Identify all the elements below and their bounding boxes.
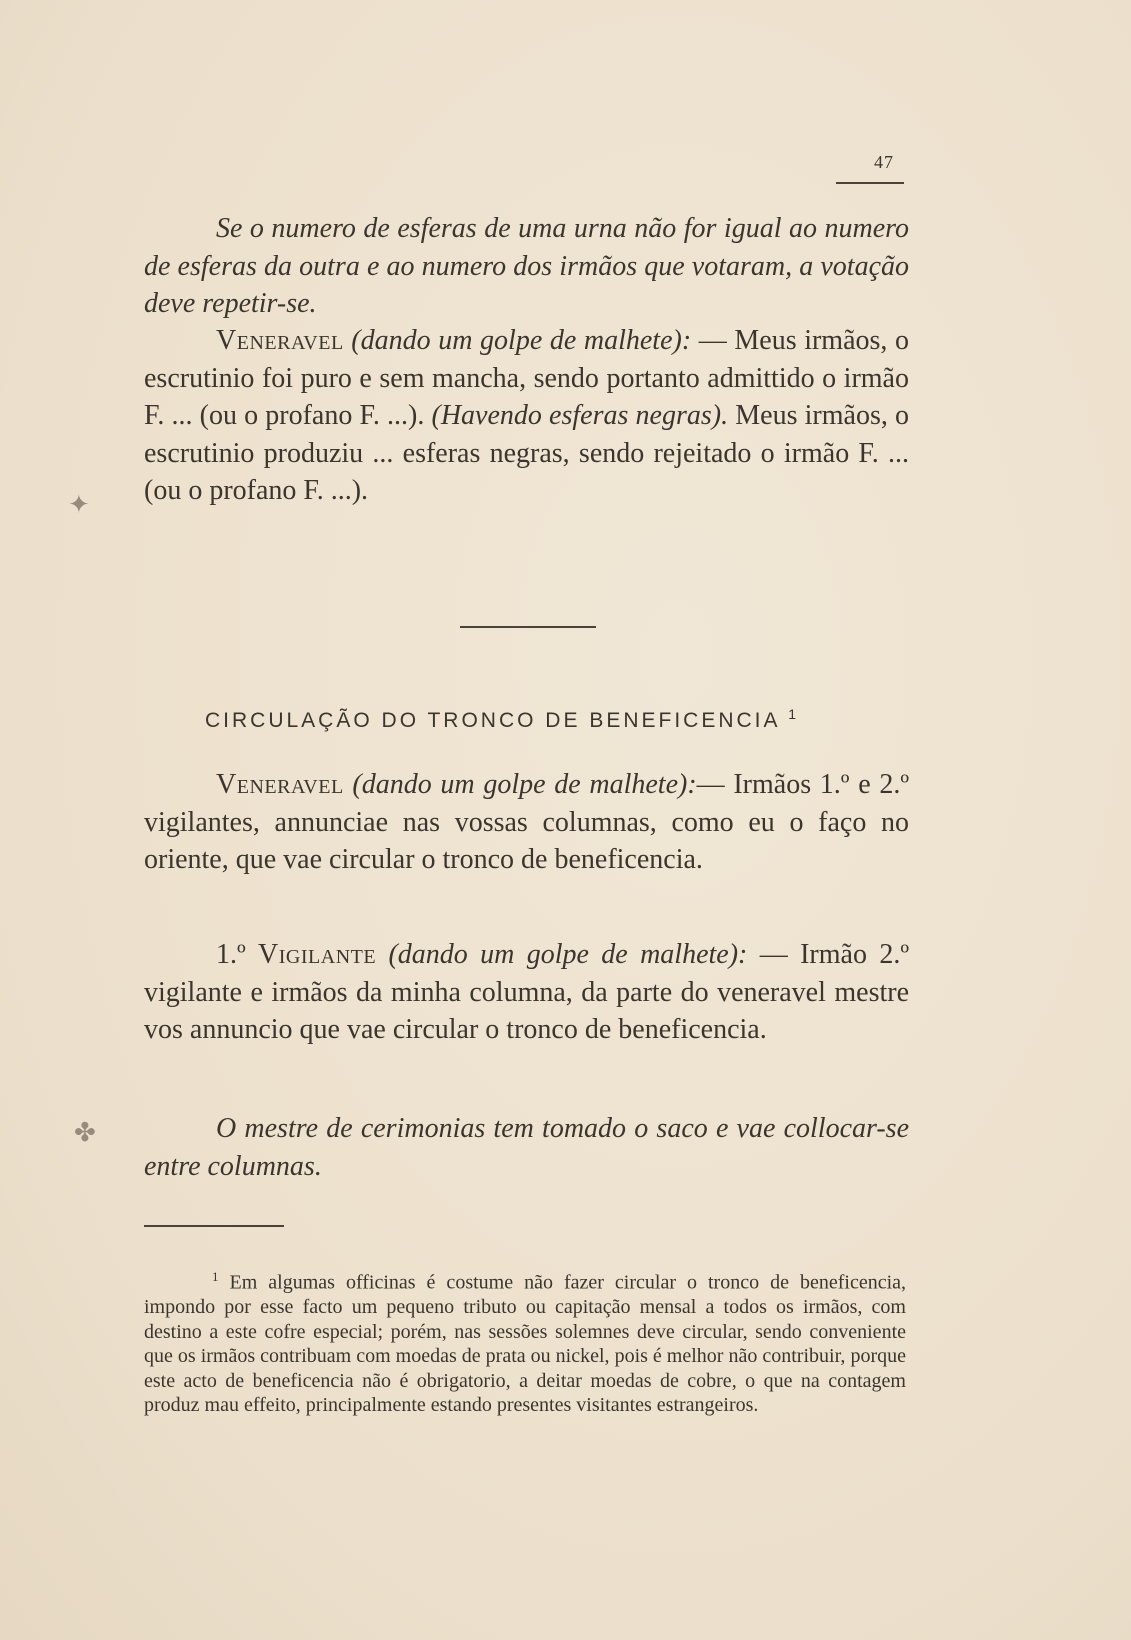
section-divider — [460, 626, 596, 628]
footnote-ref: 1 — [788, 706, 796, 722]
paragraph-mestre-cerimonias: O mestre de cerimonias tem tomado o saco e vae collocar-se entre columnas. — [144, 1113, 909, 1182]
paragraph-repeat-vote: Se o numero de esferas de uma urna não for igual ao numero de esferas da outra e ao numero dos irmãos que votaram, a votação deve repetir-se. — [144, 213, 909, 319]
heading-text: CIRCULAÇÃO DO TRONCO DE BENEFICENCIA — [205, 709, 780, 732]
footnote-rule — [144, 1225, 284, 1227]
page-number: 47 — [874, 152, 894, 172]
paragraph-veneravel-scrutiny — [144, 322, 909, 510]
paragraph-veneravel-announce — [144, 766, 909, 879]
alternative-direction: (Havendo esferas negras). — [431, 400, 729, 431]
ordinal-prefix: 1.º — [216, 939, 259, 970]
page-number-rule — [836, 182, 904, 184]
speaker-vigilante: Vigilante — [258, 939, 377, 970]
speech-text-alt: Meus irmãos, o escrutinio produziu ... esferas negras, sendo rejeitado o irmão F. ... (ou o profano F. ...). — [144, 400, 909, 506]
footnote — [144, 1265, 906, 1418]
speech-text: — Meus irmãos, o escrutinio foi puro e sem mancha, sendo portanto admittido o irmão F. ... (ou o profano F. ...). — [144, 325, 910, 431]
speech-text: — Irmão 2.º vigilante e irmãos da minha columna, da parte do veneravel mestre vos annuncio que vae circular o tronco de beneficencia. — [144, 939, 910, 1045]
section-heading — [205, 706, 796, 733]
speaker-veneravel: Veneravel — [216, 325, 344, 356]
paragraph-vigilante — [144, 936, 909, 1049]
margin-ornament-mark: ✦ — [68, 490, 90, 519]
stage-direction: (dando um golpe de malhete): — [352, 769, 697, 800]
speaker-veneravel: Veneravel — [216, 769, 344, 800]
footnote-text: Em algumas officinas é costume não fazer circular o tronco de beneficencia, impondo por esse facto um pequeno tributo ou capitação mensal a todos os irmãos, com destino a este cofre especial; porém, nas sessões solemnes deve circular, sendo conveniente que os irmãos contribuam com moedas de prata ou nickel, pois é melhor não contribuir, porque este acto de beneficencia não é obrigatorio, a deitar moedas de cobre, o que na contagem produz mau effeito, principalmente estando presentes visitantes estrangeiros. — [144, 1271, 907, 1417]
stage-direction: (dando um golpe de malhete): — [351, 325, 692, 356]
speech-text: — Irmãos 1.º e 2.º vigilantes, annunciae nas vossas columnas, como eu o faço no oriente, que vae circular o tronco de beneficencia. — [144, 769, 909, 875]
margin-ornament-mark: ✤ — [74, 1118, 96, 1147]
footnote-marker: 1 — [212, 1269, 219, 1284]
stage-direction: (dando um golpe de malhete): — [388, 939, 748, 970]
